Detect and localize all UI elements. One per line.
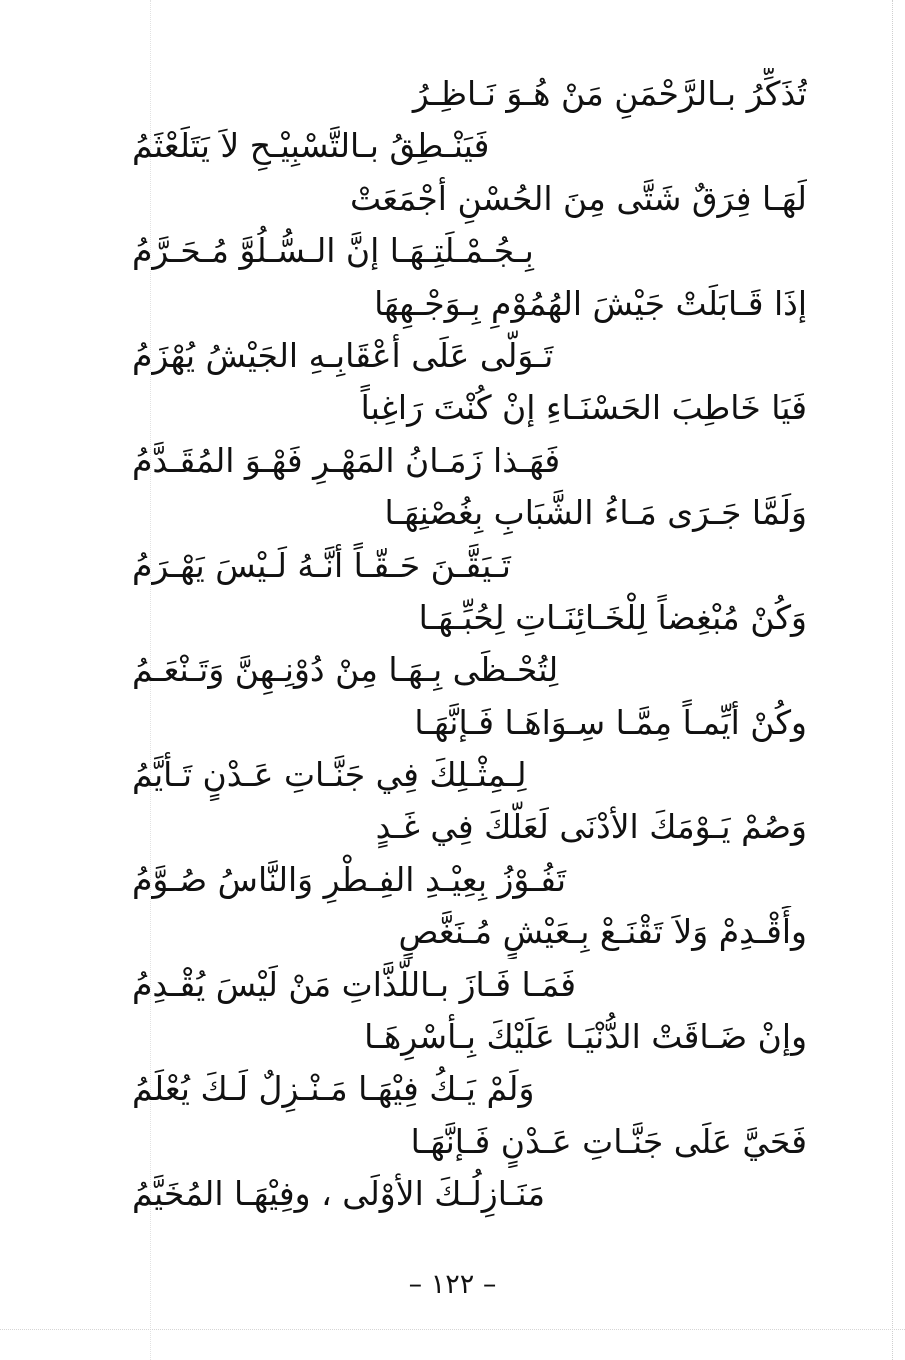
verse-line: فَحَيَّ عَلَى جَنَّـاتِ عَـدْنٍ فَـإنَّهَـا — [410, 1121, 807, 1161]
verse-line: وَلَمْ يَـكُ فِيْهَـا مَـنْـزِلٌ لَـكَ يُعْلَمُ — [132, 1069, 535, 1109]
verse-line: تَـوَلَّى عَلَى أعْقَابِـهِ الجَيْشُ يُهْزَمُ — [132, 335, 554, 375]
verse-line: وَكُنْ مُبْغِضاً لِلْخَـائِنَـاتِ لِحُبِّـهَـا — [418, 597, 807, 637]
verse-line: تَفُـوْزُ بِعِيْـدِ الفِـطْرِ وَالنَّاسُ صُـوَّمُ — [132, 859, 567, 899]
scan-edge-guide — [892, 0, 893, 1360]
scan-bottom-guide — [0, 1329, 905, 1330]
verse-line: وَلَمَّا جَـرَى مَـاءُ الشَّبَابِ بِغُصْنِهَـا — [384, 493, 807, 533]
verse-line: فَيَنْـطِقُ بـالتَّسْبِيْـحِ لاَ يَتَلَعْثَمُ — [132, 126, 490, 166]
verse-line: لِـمِثْـلِكَ فِي جَنَّـاتِ عَـدْنٍ تَـأيَّمُ — [132, 755, 527, 795]
poem — [107, 68, 807, 1221]
verse-line: إذَا قَـابَلَتْ جَيْشَ الهُمُوْمِ بِـوَجْـهِهَا — [374, 283, 807, 323]
verse-line: لَهَـا فِرَقٌ شَتَّى مِنَ الحُسْنِ أجْمَعَتْ — [350, 178, 807, 218]
verse-line: تَـيَقَّـنَ حَـقّـاً أنَّـهُ لَـيْسَ يَهْـرَمُ — [132, 545, 511, 585]
verse-line: تُذَكِّرُ بـالرَّحْمَنِ مَنْ هُـوَ نَـاظِـرُ — [412, 74, 807, 113]
verse-line: فَمَـا فَـازَ بـاللَّذَّاتِ مَنْ لَيْسَ يُقْـدِمُ — [132, 964, 577, 1004]
verse-line: وَصُمْ يَـوْمَكَ الأدْنَى لَعَلَّكَ فِي غَـدٍ — [375, 807, 807, 847]
verse-line: فَيَا خَاطِبَ الحَسْنَـاءِ إنْ كُنْتَ رَاغِباً — [360, 388, 807, 428]
verse-line: بِـجُـمْـلَتِـهَـا إنَّ الـسُّـلُوَّ مُـحَـرَّمُ — [132, 231, 534, 271]
verse-line: وأَقْـدِمْ وَلاَ تَقْنَـعْ بِـعَيْشٍ مُـنَغَّصٍ — [398, 912, 807, 952]
verse-line: لِتُحْـظَى بِـهَـا مِنْ دُوْنِـهِنَّ وَتَـنْعَـمُ — [132, 650, 559, 690]
verse-line: مَنَـازِلُـكَ الأوْلَى ، وفِيْهَـا المُخَيَّمُ — [132, 1174, 546, 1214]
verse-line: فَهَـذا زَمَـانُ المَهْـرِ فَهْـوَ المُقَـدَّمُ — [132, 440, 561, 480]
verse-line: وكُنْ أيِّمـاً مِمَّـا سِـوَاهَـا فَـإنَّهَـا — [414, 702, 807, 742]
verse-line: وإنْ ضَـاقَتْ الدُّنْيَـا عَلَيْكَ بِـأسْرِهَـا — [364, 1017, 807, 1057]
page-number: – ١٢٢ – — [408, 1269, 497, 1300]
